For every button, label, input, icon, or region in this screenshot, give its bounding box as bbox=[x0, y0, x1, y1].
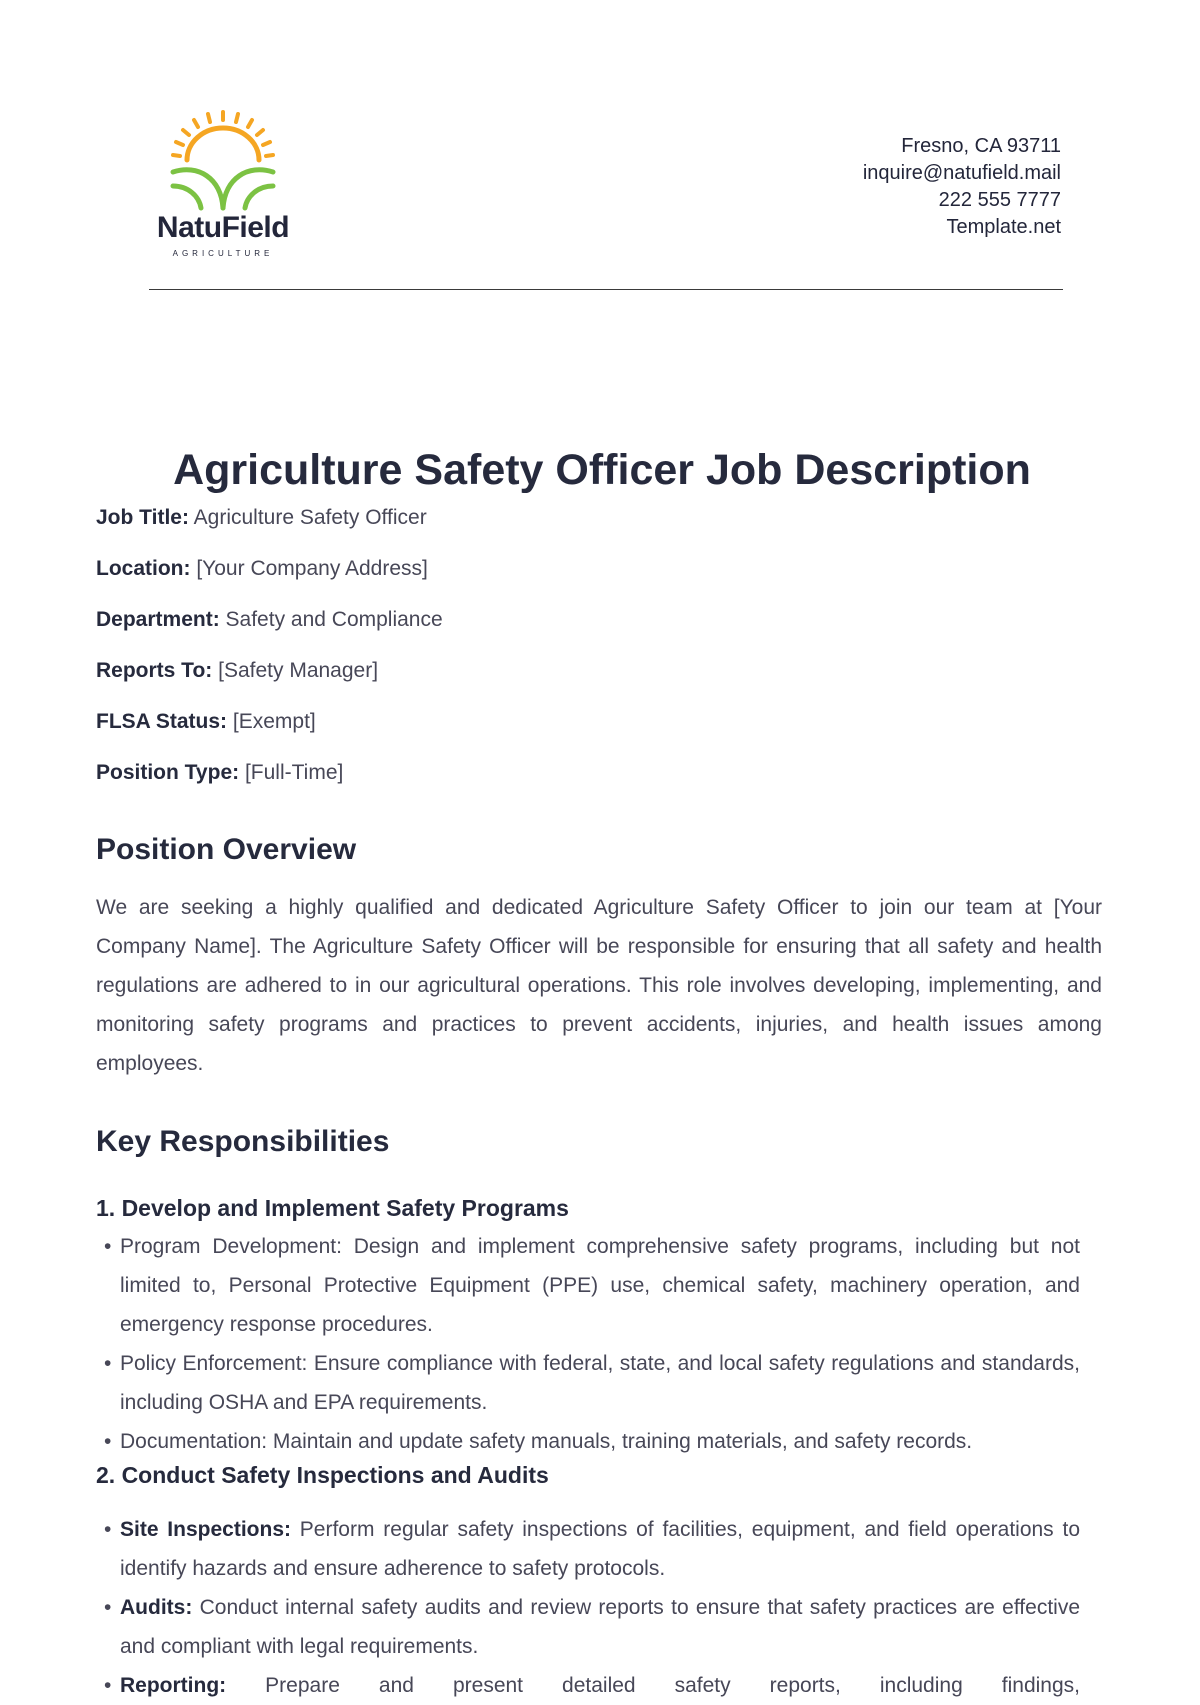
contact-website[interactable]: Template.net bbox=[946, 216, 1061, 238]
list-item-text: Policy Enforcement: Ensure compliance with federal, state, and local safety regulations and standards, including OSHA and EPA requirements. bbox=[120, 1352, 1080, 1414]
field-label: Job Title: bbox=[96, 506, 189, 529]
list-item bbox=[104, 1422, 1080, 1461]
list-item bbox=[104, 1666, 1080, 1705]
field-label: Location: bbox=[96, 557, 191, 580]
list-item bbox=[104, 1588, 1080, 1666]
contact-email[interactable]: inquire@natufield.mail bbox=[862, 162, 1061, 184]
field-value: [Exempt] bbox=[232, 710, 316, 733]
list-item-text: Conduct internal safety audits and review reports to ensure that safety practices are effective and compliant with legal requirements. bbox=[120, 1596, 1080, 1658]
field-location bbox=[96, 555, 428, 583]
field-job-title bbox=[96, 504, 427, 532]
field-position-type bbox=[96, 759, 343, 787]
bullet-icon: • bbox=[104, 1430, 112, 1453]
list-item-text: Prepare and present detailed safety reports, including findings, bbox=[226, 1674, 1080, 1697]
bullet-icon: • bbox=[104, 1518, 112, 1541]
list-item-label: Reporting: bbox=[120, 1674, 227, 1697]
company-logo bbox=[143, 108, 303, 260]
field-flsa-status bbox=[96, 708, 316, 736]
field-label: FLSA Status: bbox=[96, 710, 228, 733]
logo-brand-name: NatuField bbox=[156, 211, 290, 244]
bullet-icon: • bbox=[104, 1674, 112, 1697]
list-item-label: Audits: bbox=[120, 1596, 193, 1619]
list-item-text: Program Development: Design and implement comprehensive safety programs, including but not limited to, Personal Protective Equipment (PPE) use, chemical safety, machinery operation, and emergency response procedures. bbox=[120, 1235, 1080, 1336]
list-item-text: Perform regular safety inspections of facilities, equipment, and field operations to identify hazards and ensure adherence to safety protocols. bbox=[120, 1518, 1080, 1580]
field-reports-to bbox=[96, 657, 378, 685]
contact-address: Fresno, CA 93711 bbox=[901, 135, 1061, 157]
list-item bbox=[104, 1510, 1080, 1588]
header-divider bbox=[149, 289, 1063, 290]
contact-phone: 222 555 7777 bbox=[938, 189, 1061, 211]
contact-info bbox=[863, 133, 1061, 241]
field-label: Reports To: bbox=[96, 659, 213, 682]
bullet-icon: • bbox=[104, 1596, 112, 1619]
responsibility-list bbox=[104, 1227, 1080, 1461]
responsibility-group-title: 2. Conduct Safety Inspections and Audits bbox=[96, 1462, 549, 1488]
field-value: [Safety Manager] bbox=[218, 659, 379, 682]
list-item bbox=[104, 1227, 1080, 1344]
document-title: Agriculture Safety Officer Job Description bbox=[173, 446, 1031, 494]
bullet-icon: • bbox=[104, 1235, 112, 1258]
responsibility-group-title: 1. Develop and Implement Safety Programs bbox=[96, 1195, 569, 1221]
field-value: [Full-Time] bbox=[244, 761, 344, 784]
list-item-label: Site Inspections: bbox=[120, 1518, 291, 1541]
field-value: [Your Company Address] bbox=[196, 557, 428, 580]
field-value: Agriculture Safety Officer bbox=[193, 506, 427, 529]
list-item-text: Documentation: Maintain and update safety manuals, training materials, and safety records. bbox=[120, 1430, 973, 1453]
field-value: Safety and Compliance bbox=[225, 608, 443, 631]
overview-heading: Position Overview bbox=[96, 833, 357, 866]
logo-sun-field-icon bbox=[143, 108, 303, 212]
responsibilities-heading: Key Responsibilities bbox=[96, 1125, 390, 1158]
bullet-icon: • bbox=[104, 1352, 112, 1375]
overview-text: We are seeking a highly qualified and dedicated Agriculture Safety Officer to join our team at [Your Company Name]. The Agriculture Safety Officer will be responsible for ensuring that all safety and health regulations are adhered to in our agricultural operations. This role involves developing, implementing, and monitoring safety programs and practices to prevent accidents, injuries, and health issues among employees. bbox=[96, 896, 1102, 1075]
list-item bbox=[104, 1344, 1080, 1422]
responsibility-list bbox=[104, 1510, 1080, 1705]
field-department bbox=[96, 606, 443, 634]
field-label: Position Type: bbox=[96, 761, 240, 784]
field-label: Department: bbox=[96, 608, 220, 631]
logo-tagline: AGRICULTURE bbox=[172, 249, 274, 258]
